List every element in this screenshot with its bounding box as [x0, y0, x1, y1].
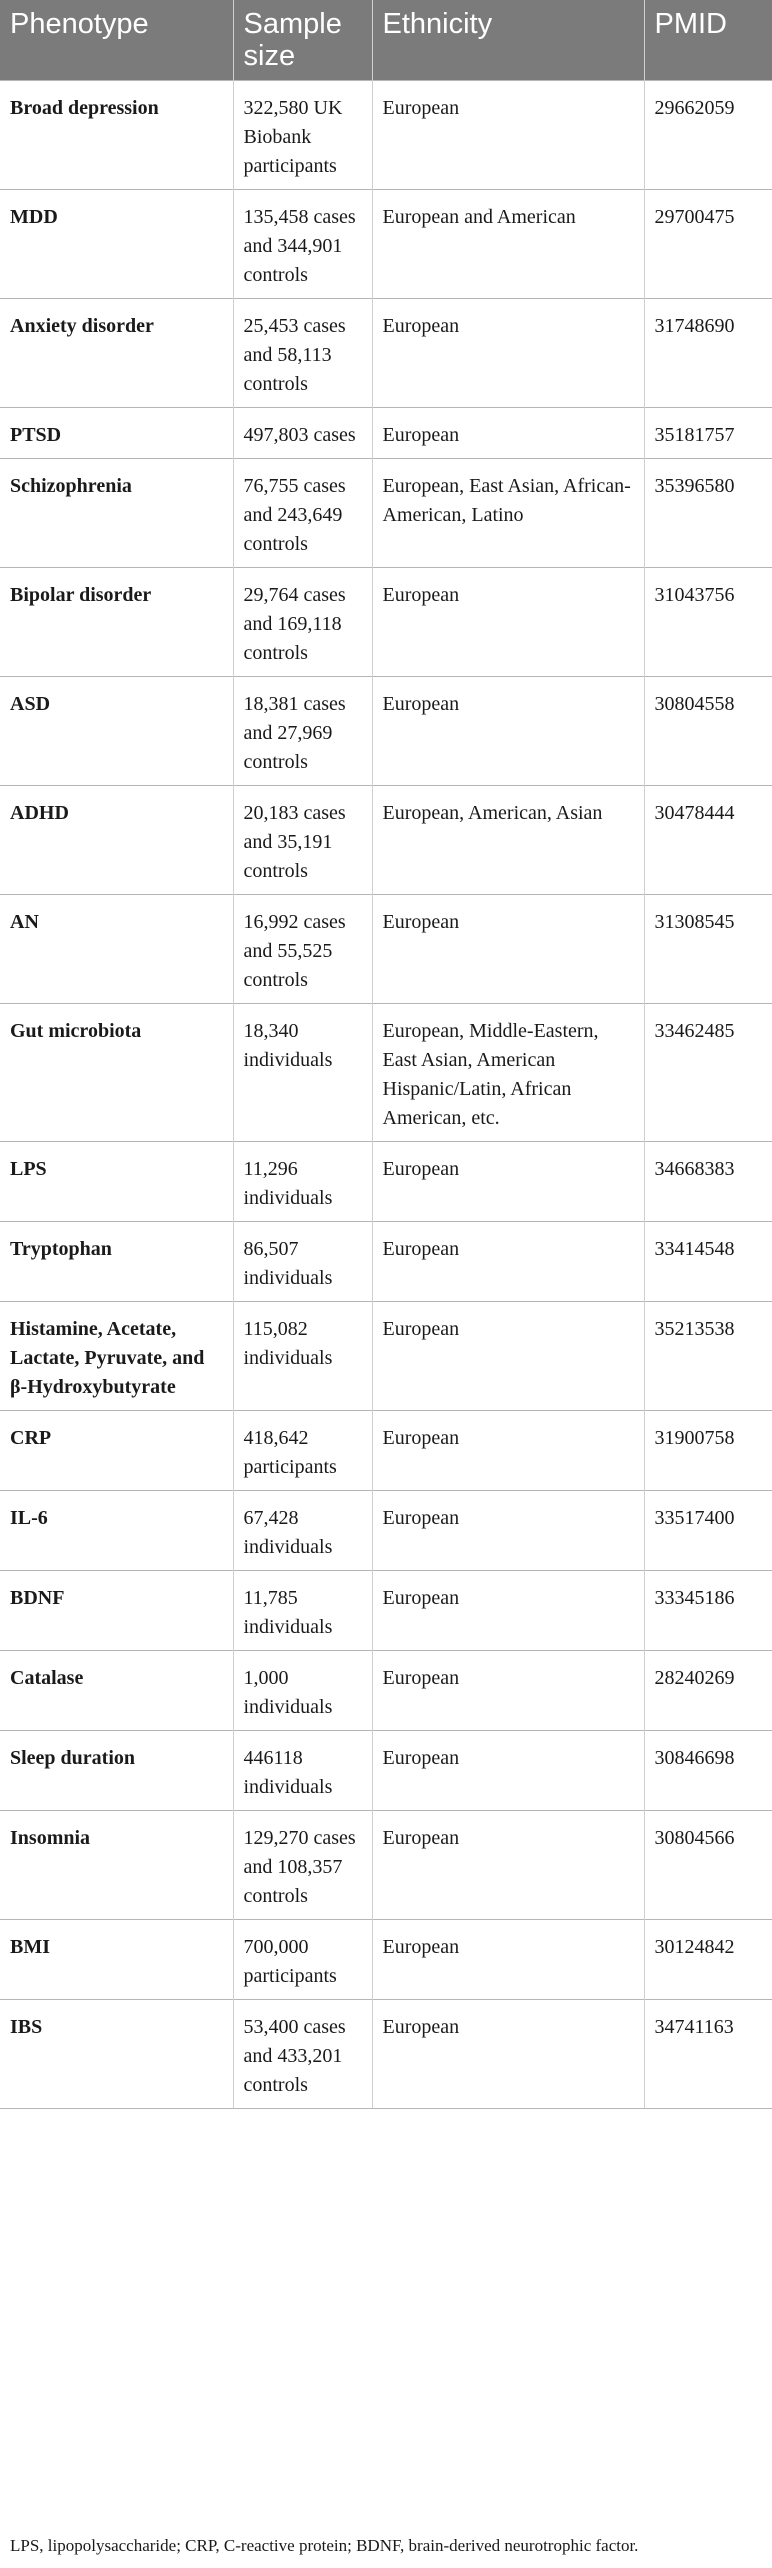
phenotype-cell: Histamine, Acetate, Lactate, Pyruvate, and β-Hydroxybutyrate [0, 1301, 233, 1410]
pmid-cell: 31748690 [644, 298, 772, 407]
ethnicity-cell: European [372, 1221, 644, 1301]
ethnicity-cell: European [372, 1919, 644, 1999]
ethnicity-cell: European [372, 407, 644, 458]
header-ethnicity: Ethnicity [372, 0, 644, 80]
phenotype-cell: Anxiety disorder [0, 298, 233, 407]
sample-size-cell: 18,381 cases and 27,969 controls [233, 676, 372, 785]
pmid-cell: 30804566 [644, 1810, 772, 1919]
phenotype-cell: MDD [0, 189, 233, 298]
phenotype-cell: Insomnia [0, 1810, 233, 1919]
pmid-cell: 30124842 [644, 1919, 772, 1999]
ethnicity-cell: European, American, Asian [372, 785, 644, 894]
ethnicity-cell: European [372, 1410, 644, 1490]
sample-size-cell: 76,755 cases and 243,649 controls [233, 458, 372, 567]
pmid-cell: 33517400 [644, 1490, 772, 1570]
sample-size-cell: 1,000 individuals [233, 1650, 372, 1730]
sample-size-cell: 18,340 individuals [233, 1003, 372, 1141]
table-row [0, 567, 772, 676]
pmid-cell: 28240269 [644, 1650, 772, 1730]
table-row [0, 785, 772, 894]
phenotype-cell: Broad depression [0, 80, 233, 189]
table-row [0, 1919, 772, 1999]
table-row [0, 1141, 772, 1221]
sample-size-cell: 115,082 individuals [233, 1301, 372, 1410]
phenotype-cell: Schizophrenia [0, 458, 233, 567]
sample-size-cell: 29,764 cases and 169,118 controls [233, 567, 372, 676]
phenotype-cell: Sleep duration [0, 1730, 233, 1810]
sample-size-cell: 86,507 individuals [233, 1221, 372, 1301]
phenotype-cell: Catalase [0, 1650, 233, 1730]
phenotype-cell: CRP [0, 1410, 233, 1490]
ethnicity-cell: European [372, 1999, 644, 2108]
pmid-cell: 35181757 [644, 407, 772, 458]
sample-size-cell: 322,580 UK Biobank participants [233, 80, 372, 189]
phenotype-cell: Tryptophan [0, 1221, 233, 1301]
ethnicity-cell: European [372, 298, 644, 407]
ethnicity-cell: European, East Asian, African-American, Latino [372, 458, 644, 567]
pmid-cell: 35213538 [644, 1301, 772, 1410]
table-footnote: LPS, lipopolysaccharide; CRP, C-reactive protein; BDNF, brain-derived neurotrophic factor. [10, 2536, 639, 2555]
ethnicity-cell: European, Middle-Eastern, East Asian, American Hispanic/Latin, African American, etc. [372, 1003, 644, 1141]
table-row [0, 298, 772, 407]
table-row [0, 1730, 772, 1810]
sample-size-cell: 129,270 cases and 108,357 controls [233, 1810, 372, 1919]
sample-size-cell: 11,785 individuals [233, 1570, 372, 1650]
pmid-cell: 29700475 [644, 189, 772, 298]
phenotype-cell: ASD [0, 676, 233, 785]
pmid-cell: 30804558 [644, 676, 772, 785]
table-row [0, 189, 772, 298]
ethnicity-cell: European [372, 894, 644, 1003]
pmid-cell: 31900758 [644, 1410, 772, 1490]
phenotype-cell: ADHD [0, 785, 233, 894]
phenotype-cell: Gut microbiota [0, 1003, 233, 1141]
pmid-cell: 33462485 [644, 1003, 772, 1141]
header-sample-size: Sample size [233, 0, 372, 80]
sample-size-cell: 16,992 cases and 55,525 controls [233, 894, 372, 1003]
pmid-cell: 35396580 [644, 458, 772, 567]
sample-size-cell: 20,183 cases and 35,191 controls [233, 785, 372, 894]
header-row [0, 0, 772, 80]
table-row [0, 80, 772, 189]
table-row [0, 1301, 772, 1410]
table-row [0, 458, 772, 567]
ethnicity-cell: European [372, 1810, 644, 1919]
table-row [0, 1003, 772, 1141]
phenotype-cell: AN [0, 894, 233, 1003]
phenotype-cell: PTSD [0, 407, 233, 458]
sample-size-cell: 497,803 cases [233, 407, 372, 458]
sample-size-cell: 25,453 cases and 58,113 controls [233, 298, 372, 407]
sample-size-cell: 700,000 participants [233, 1919, 372, 1999]
ethnicity-cell: European [372, 1650, 644, 1730]
sample-size-cell: 11,296 individuals [233, 1141, 372, 1221]
sample-size-cell: 53,400 cases and 433,201 controls [233, 1999, 372, 2108]
ethnicity-cell: European [372, 1570, 644, 1650]
phenotype-cell: IL-6 [0, 1490, 233, 1570]
ethnicity-cell: European [372, 1490, 644, 1570]
phenotype-cell: BDNF [0, 1570, 233, 1650]
ethnicity-cell: European [372, 1730, 644, 1810]
sample-size-cell: 418,642 participants [233, 1410, 372, 1490]
pmid-cell: 34668383 [644, 1141, 772, 1221]
table-row [0, 1570, 772, 1650]
table-row [0, 676, 772, 785]
table-row [0, 1221, 772, 1301]
phenotype-cell: Bipolar disorder [0, 567, 233, 676]
table-row [0, 1650, 772, 1730]
pmid-cell: 33345186 [644, 1570, 772, 1650]
sample-size-cell: 446118 individuals [233, 1730, 372, 1810]
header-pmid: PMID [654, 8, 727, 40]
pmid-cell: 30478444 [644, 785, 772, 894]
table-row [0, 1490, 772, 1570]
table-row [0, 1810, 772, 1919]
sample-size-cell: 135,458 cases and 344,901 controls [233, 189, 372, 298]
ethnicity-cell: European [372, 567, 644, 676]
table-row [0, 1410, 772, 1490]
phenotype-cell: LPS [0, 1141, 233, 1221]
table-body [0, 80, 772, 2108]
ethnicity-cell: European [372, 1141, 644, 1221]
pmid-cell: 31308545 [644, 894, 772, 1003]
table-row [0, 1999, 772, 2108]
pmid-cell: 30846698 [644, 1730, 772, 1810]
ethnicity-cell: European [372, 1301, 644, 1410]
ethnicity-cell: European and American [372, 189, 644, 298]
phenotype-cell: IBS [0, 1999, 233, 2108]
pmid-cell: 29662059 [644, 80, 772, 189]
ethnicity-cell: European [372, 676, 644, 785]
sample-size-cell: 67,428 individuals [233, 1490, 372, 1570]
phenotype-cell: BMI [0, 1919, 233, 1999]
pmid-cell: 34741163 [644, 1999, 772, 2108]
table-row [0, 894, 772, 1003]
ethnicity-cell: European [372, 80, 644, 189]
pmid-cell: 33414548 [644, 1221, 772, 1301]
table-row [0, 407, 772, 458]
pmid-cell: 31043756 [644, 567, 772, 676]
header-phenotype: Phenotype [0, 0, 233, 80]
table-header [0, 0, 772, 80]
